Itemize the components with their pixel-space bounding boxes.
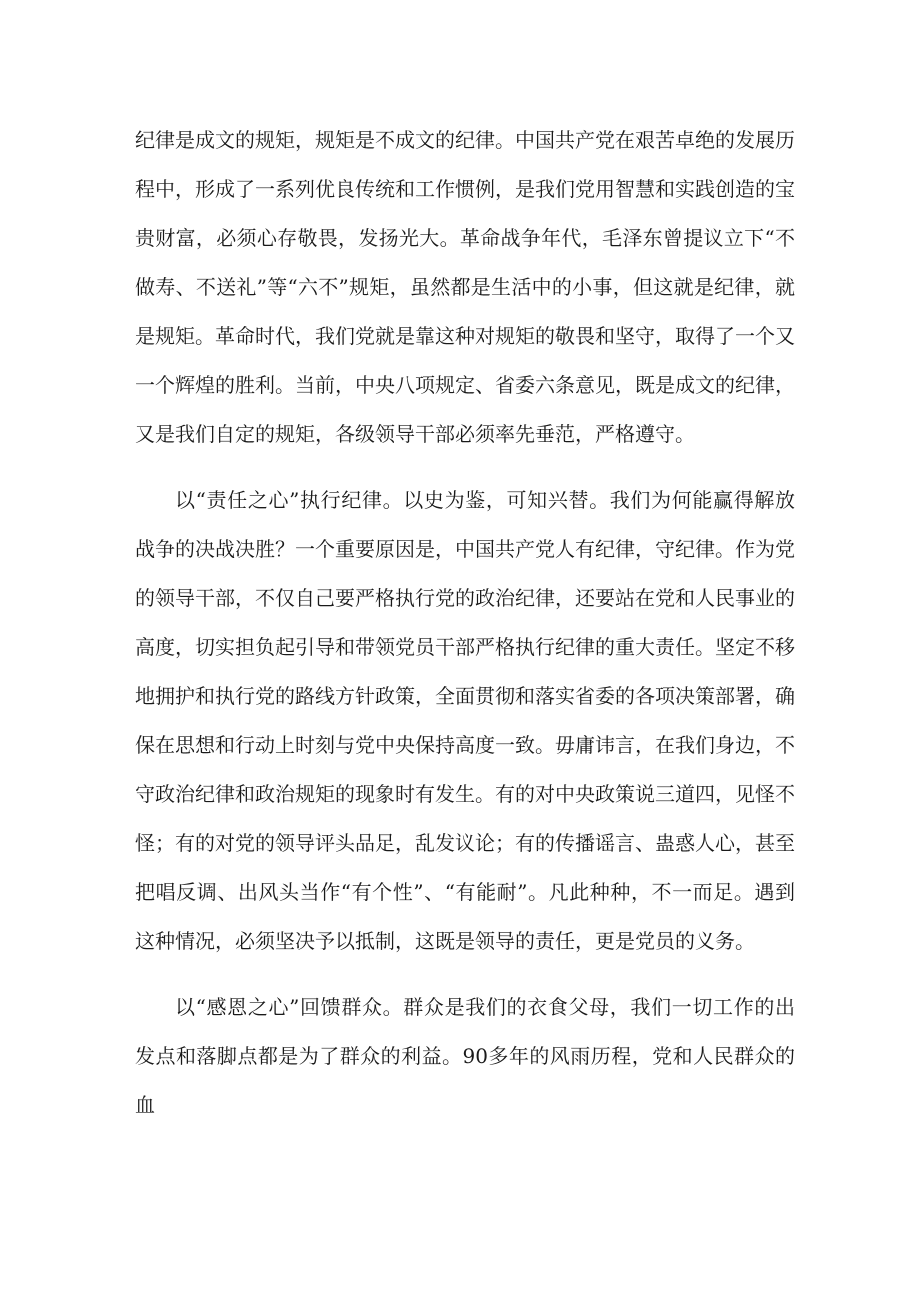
paragraph-discipline-and-rules: 纪律是成文的规矩，规矩是不成文的纪律。中国共产党在艰苦卓绝的发展历程中，形成了一系列优良传统和工作惯例，是我们党用智慧和实践创造的宝贵财富，必须心存敬畏，发扬光大。革命战争年代，毛泽东曾提议立下“不做寿、不送礼”等“六不”规矩，虽然都是生活中的小事，但这就是纪律，就是规矩。革命时代，我们党就是靠这种对规矩的敬畏和坚守，取得了一个又一个辉煌的胜利。当前，中央八项规定、省委六条意见，既是成文的纪律，又是我们自定的规矩，各级领导干部必须率先垂范，严格遵守。 xyxy=(135,128,795,446)
paragraph-gratitude: 以“感恩之心”回馈群众。群众是我们的衣食父母，我们一切工作的出发点和落脚点都是为了群众的利益。90多年的风雨历程，党和人民群众的血 xyxy=(135,995,795,1117)
paragraph-responsibility: 以“责任之心”执行纪律。以史为鉴，可知兴替。我们为何能赢得解放战争的决战决胜？一个重要原因是，中国共产党人有纪律，守纪律。作为党的领导干部，不仅自己要严格执行党的政治纪律，还要站在党和人民事业的高度，切实担负起引导和带领党员干部严格执行纪律的重大责任。坚定不移地拥护和执行党的路线方针政策，全面贯彻和落实省委的各项决策部署，确保在思想和行动上时刻与党中央保持高度一致。毋庸讳言，在我们身边，不守政治纪律和政治规矩的现象时有发生。有的对中央政策说三道四，见怪不怪；有的对党的领导评头品足，乱发议论；有的传播谣言、蛊惑人心，甚至把唱反调、出风头当作“有个性”、“有能耐”。凡此种种，不一而足。遇到这种情况，必须坚决予以抵制，这既是领导的责任，更是党员的义务。 xyxy=(135,488,795,953)
document-body xyxy=(135,116,795,1130)
